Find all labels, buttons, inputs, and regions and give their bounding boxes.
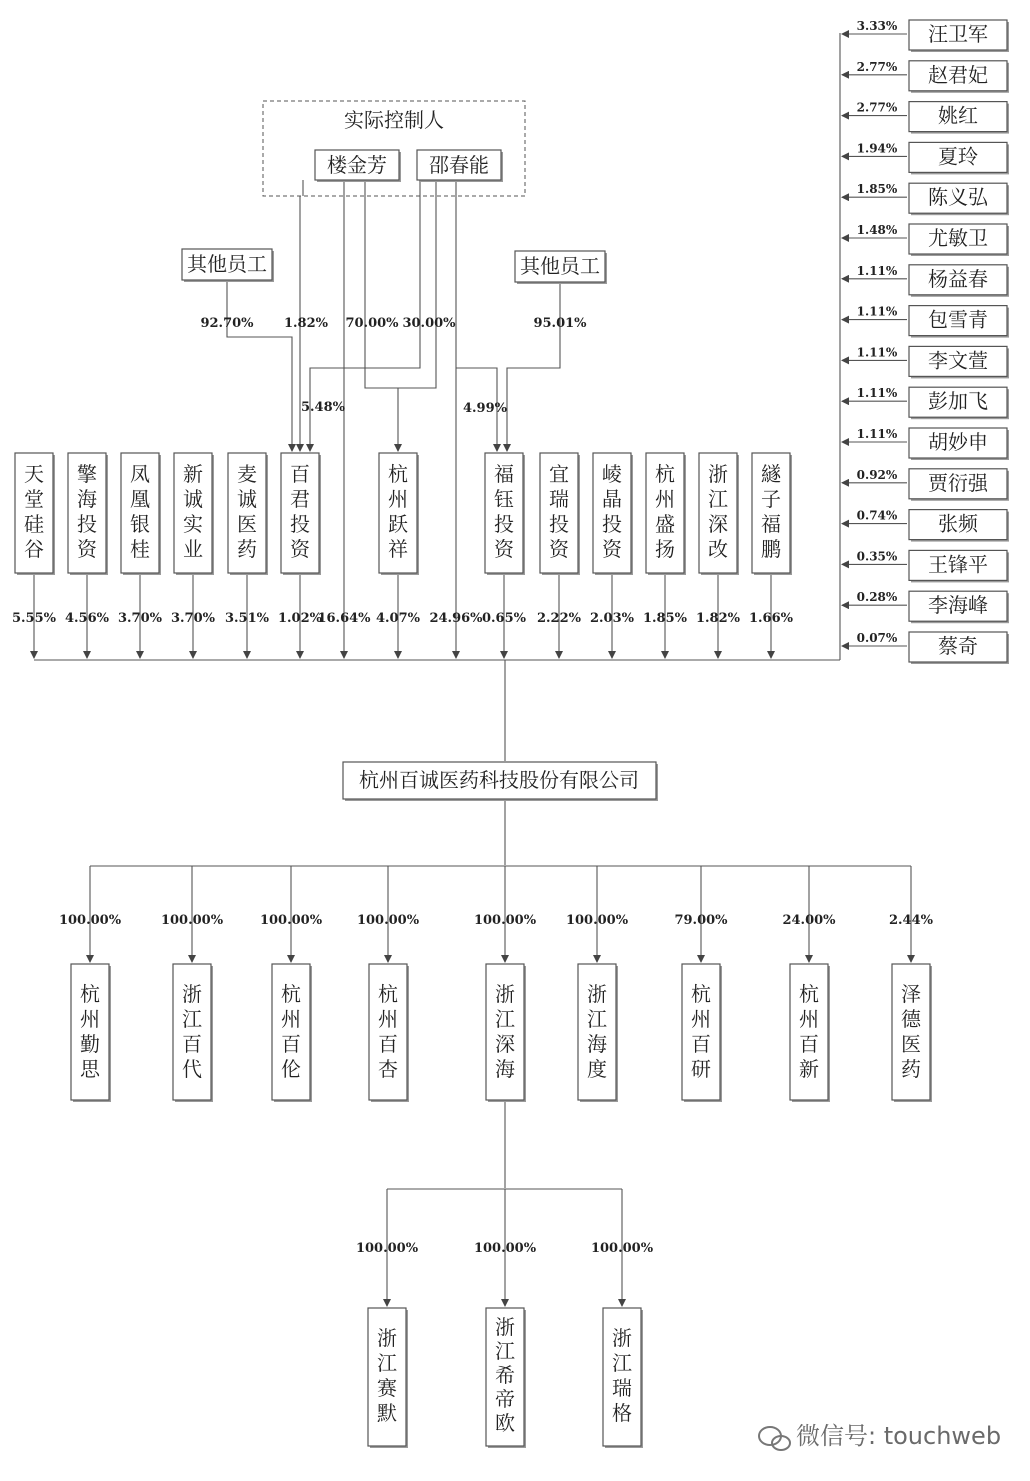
individual-pct-9: 1.11% xyxy=(856,345,898,360)
individual-name-13: 张频 xyxy=(938,511,978,536)
shareholder-name-10: 福钰投资 xyxy=(494,462,514,561)
individual-name-4: 夏玲 xyxy=(938,144,978,169)
individual-pct-2: 2.77% xyxy=(856,59,898,74)
shareholder-pct-14: 1.82% xyxy=(695,611,741,626)
sub-subsidiary-pct-2: 100.00% xyxy=(473,1241,537,1256)
subsidiary-name-3: 杭州百伦 xyxy=(281,982,301,1081)
shareholder-pct-6: 1.02% xyxy=(277,611,323,626)
individual-name-7: 杨益春 xyxy=(928,266,988,291)
upper-pct-6: 5.48% xyxy=(300,400,346,415)
sub-subsidiary-pct-1: 100.00% xyxy=(355,1241,419,1256)
individual-pct-1: 3.33% xyxy=(856,19,898,33)
subsidiary-pct-3: 100.00% xyxy=(259,913,323,928)
upper-pct-1: 92.70% xyxy=(200,316,254,331)
upper-pct-3: 70.00% xyxy=(345,316,399,331)
individual-name-11: 胡妙申 xyxy=(928,430,988,454)
subsidiary-name-7: 杭州百研 xyxy=(691,982,711,1081)
subsidiary-name-2: 浙江百代 xyxy=(182,982,202,1081)
individual-pct-3: 2.77% xyxy=(856,100,898,115)
subsidiary-name-6: 浙江海度 xyxy=(587,982,607,1081)
shareholder-name-4: 新诚实业 xyxy=(183,462,203,561)
individual-name-6: 尤敏卫 xyxy=(928,226,988,250)
sub-subsidiary-name-3: 浙江瑞格 xyxy=(612,1326,632,1425)
individual-name-1: 汪卫军 xyxy=(928,22,988,46)
shareholder-pct-4: 3.70% xyxy=(170,611,216,626)
link-shao-to-yuexiang xyxy=(398,180,436,388)
individual-pct-4: 1.94% xyxy=(856,141,898,156)
individual-name-2: 赵君妃 xyxy=(928,62,988,87)
subsidiary-pct-7: 79.00% xyxy=(674,913,728,928)
subsidiary-name-4: 杭州百杏 xyxy=(378,982,398,1081)
subsidiary-name-9: 泽德医药 xyxy=(901,982,921,1081)
shareholder-name-3: 凤凰银桂 xyxy=(130,462,150,561)
other-employees-left-label: 其他员工 xyxy=(187,252,267,276)
shareholder-pct-7: 16.64% xyxy=(317,611,371,626)
upper-pct-2: 1.82% xyxy=(283,316,329,331)
actual-controller-title: 实际控制人 xyxy=(344,108,444,132)
individual-name-12: 贾衍强 xyxy=(928,470,988,495)
upper-pct-7: 4.99% xyxy=(462,401,508,416)
individual-pct-16: 0.07% xyxy=(856,631,898,645)
individual-pct-8: 1.11% xyxy=(856,304,898,319)
shareholder-pct-5: 3.51% xyxy=(224,611,270,626)
subsidiary-pct-4: 100.00% xyxy=(356,913,420,928)
individual-name-15: 李海峰 xyxy=(928,593,988,618)
link-employees-to-fuyu xyxy=(507,282,560,451)
individual-name-14: 王锋平 xyxy=(928,552,988,577)
individual-pct-10: 1.11% xyxy=(856,386,898,401)
wechat-icon xyxy=(759,1427,790,1450)
shareholder-pct-13: 1.85% xyxy=(642,611,688,626)
individual-pct-7: 1.11% xyxy=(856,263,898,278)
subsidiary-pct-6: 100.00% xyxy=(565,913,629,928)
individual-name-16: 蔡奇 xyxy=(938,634,978,658)
individual-name-9: 李文萱 xyxy=(928,348,988,373)
shareholder-pct-3: 3.70% xyxy=(117,611,163,626)
shareholder-name-11: 宜瑞投资 xyxy=(549,462,569,561)
shareholder-name-8: 杭州跃祥 xyxy=(388,462,408,561)
shareholder-pct-11: 2.22% xyxy=(536,611,582,626)
individual-pct-6: 1.48% xyxy=(856,223,898,237)
individual-name-5: 陈义弘 xyxy=(928,185,988,210)
shareholder-name-5: 麦诚医药 xyxy=(237,462,257,561)
shareholder-pct-1: 5.55% xyxy=(11,611,57,626)
subsidiary-pct-2: 100.00% xyxy=(160,913,224,928)
shareholder-name-15: 繸子福鹏 xyxy=(761,462,781,561)
individual-pct-13: 0.74% xyxy=(856,508,898,523)
shareholder-name-1: 天堂硅谷 xyxy=(24,462,44,561)
sub-subsidiary-name-1: 浙江赛默 xyxy=(377,1326,397,1425)
shareholder-name-2: 擎海投资 xyxy=(77,462,97,561)
controller-name-1: 楼金芳 xyxy=(327,153,387,177)
individual-name-10: 彭加飞 xyxy=(928,389,988,414)
shareholder-name-12: 崚晶投资 xyxy=(602,462,622,561)
shareholder-pct-10: 0.65% xyxy=(481,611,527,626)
shareholder-pct-12: 2.03% xyxy=(589,611,635,626)
subsidiary-pct-1: 100.00% xyxy=(58,913,122,928)
individual-pct-11: 1.11% xyxy=(856,427,898,441)
subsidiary-name-1: 杭州勤思 xyxy=(80,982,100,1081)
shareholder-name-14: 浙江深改 xyxy=(708,462,728,561)
subsidiary-pct-9: 2.44% xyxy=(888,913,934,928)
individual-pct-12: 0.92% xyxy=(856,467,898,482)
upper-pct-5: 95.01% xyxy=(533,316,587,331)
shareholder-pct-8: 4.07% xyxy=(375,611,421,626)
individual-pct-14: 0.35% xyxy=(856,549,898,564)
controller-name-2: 邵春能 xyxy=(429,153,489,177)
individual-pct-15: 0.28% xyxy=(856,590,898,605)
subsidiary-name-5: 浙江深海 xyxy=(495,982,515,1081)
subsidiary-name-8: 杭州百新 xyxy=(799,982,819,1081)
shareholder-pct-15: 1.66% xyxy=(748,611,794,626)
shareholder-pct-9: 24.96% xyxy=(429,611,483,626)
individual-pct-5: 1.85% xyxy=(856,182,898,197)
other-employees-right-label: 其他员工 xyxy=(520,254,600,278)
company-name: 杭州百诚医药科技股份有限公司 xyxy=(359,768,639,792)
link-employees-to-baijun xyxy=(227,280,292,451)
shareholder-name-6: 百君投资 xyxy=(290,462,310,561)
sub-subsidiary-pct-3: 100.00% xyxy=(590,1241,654,1256)
sub-subsidiary-name-2: 浙江希帝欧 xyxy=(495,1315,515,1435)
watermark-text: 微信号: touchweb xyxy=(796,1422,1002,1450)
individual-name-3: 姚红 xyxy=(938,103,978,128)
subsidiary-pct-8: 24.00% xyxy=(782,913,836,928)
shareholder-name-13: 杭州盛扬 xyxy=(655,462,675,561)
subsidiary-pct-5: 100.00% xyxy=(473,913,537,928)
individual-name-8: 包雪青 xyxy=(928,307,988,332)
upper-pct-4: 30.00% xyxy=(402,316,456,331)
shareholder-pct-2: 4.56% xyxy=(64,611,110,626)
